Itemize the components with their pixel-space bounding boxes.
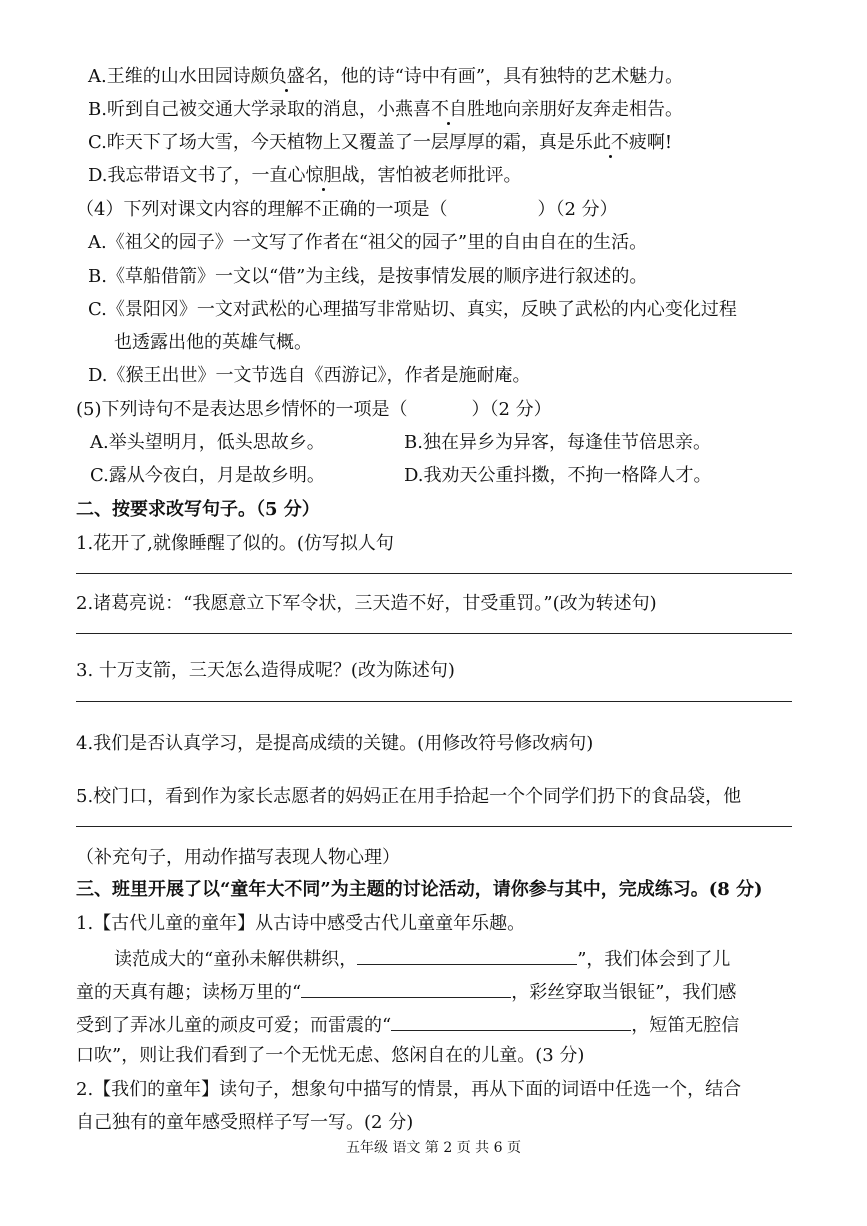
q1-5-option-c: C.露从今夜白，月是故乡明。	[90, 465, 325, 486]
q1-5-option-b: B.独在异乡为异客，每逢佳节倍思亲。	[404, 432, 711, 453]
line3-text-a: 受到了弄冰儿童的顽皮可爱；而雷震的“	[76, 1015, 392, 1036]
q1-5-option-d: D.我劝天公重抖擞，不拘一格降人才。	[404, 465, 712, 486]
sec3-part1-heading: 1.【古代儿童的童年】从古诗中感受古代儿童童年乐趣。	[76, 913, 526, 934]
option-a-text-post: ，他的诗“诗中有画”，具有独特的艺术魅力。	[322, 66, 684, 87]
q1-4-stem	[76, 197, 618, 223]
page-footer: 五年级 语文 第 2 页 共 6 页	[346, 1140, 521, 1156]
sec3-part1-line4: 口吹”，则让我们看到了一个无忧无虑、悠闲自在的儿童。(3 分)	[76, 1045, 585, 1066]
option-a-dotted-word: 颇负盛名	[250, 66, 323, 87]
section-2-title: 二、按要求改写句子。（5 分）	[76, 499, 320, 520]
sec2-question-1: 1.花开了,就像睡醒了似的。(仿写拟人句	[76, 533, 394, 554]
line3-text-b: ，短笛无腔信	[631, 1015, 740, 1036]
q1-5-stem	[76, 397, 552, 423]
option-b-text-post: 地向亲朋好友奔走相告。	[484, 99, 683, 120]
q1-4-option-d: D.《猴王出世》一文节选自《西游记》，作者是施耐庵。	[88, 365, 531, 386]
sec2-question-3: 3. 十万支箭，三天怎么造得成呢？(改为陈述句)	[76, 660, 455, 681]
line1-text-a: 读范成大的“童孙未解供耕织，	[114, 949, 358, 970]
sec3-part1-line2	[76, 977, 736, 1006]
q1-3-option-a	[88, 64, 683, 90]
q1-4-stem-post: ）（2 分）	[537, 199, 618, 220]
q1-4-stem-pre: （4）下列对课文内容的理解不正确的一项是（	[76, 199, 448, 220]
section-3-title: 三、班里开展了以“童年大不同”为主题的讨论活动，请你参与其中，完成练习。(8 分)	[76, 879, 763, 900]
q1-4-option-b: B.《草船借箭》一文以“借”为主线，是按事情发展的顺序进行叙述的。	[88, 266, 648, 287]
option-d-dotted-word: 心惊胆战	[287, 165, 360, 186]
option-c-text-post: 啊!	[646, 132, 673, 153]
answer-line-1[interactable]	[76, 573, 792, 574]
answer-line-3[interactable]	[76, 701, 792, 702]
option-b-dotted-word: 喜不自胜	[412, 99, 485, 120]
fill-blank-2[interactable]	[301, 977, 511, 998]
q1-4-option-c-line1: C.《景阳冈》一文对武松的心理描写非常贴切、真实，反映了武松的内心变化过程	[88, 299, 737, 320]
q1-5-stem-pre: (5)下列诗句不是表达思乡情怀的一项是（	[76, 399, 408, 420]
fill-blank-1[interactable]	[357, 944, 577, 965]
option-b-text-pre: B.听到自己被交通大学录取的消息，小燕	[88, 99, 413, 120]
answer-line-5[interactable]	[76, 826, 792, 827]
line1-text-b: ”，我们体会到了儿	[577, 949, 731, 970]
option-c-dotted-word: 乐此不疲	[574, 132, 647, 153]
sec2-question-4: 4.我们是否认真学习，是提高成绩的关键。(用修改符号修改病句)	[76, 733, 594, 754]
sec3-part2-line1: 2.【我们的童年】读句子，想象句中描写的情景，再从下面的词语中任选一个，结合	[76, 1079, 742, 1100]
sec3-part1-line1	[114, 944, 730, 973]
sec2-question-2: 2.诸葛亮说：“我愿意立下军令状，三天造不好，甘受重罚。”(改为转述句)	[76, 593, 657, 614]
line2-text-b: ，彩丝穿取当银钲”，我们感	[511, 982, 737, 1003]
sec3-part2-line2: 自己独有的童年感受照样子写一写。(2 分)	[76, 1112, 414, 1133]
q1-4-option-a: A.《祖父的园子》一文写了作者在“祖父的园子”里的自由自在的生活。	[88, 232, 648, 253]
answer-line-2[interactable]	[76, 633, 792, 634]
q1-4-option-c-line2: 也透露出他的英雄气概。	[114, 332, 312, 353]
line2-text-a: 童的天真有趣；读杨万里的“	[76, 982, 302, 1003]
sec2-question-5: 5.校门口，看到作为家长志愿者的妈妈正在用手拾起一个个同学们扔下的食品袋，他	[76, 786, 742, 807]
fill-blank-3[interactable]	[391, 1010, 631, 1031]
q1-5-stem-post: ）（2 分）	[471, 399, 552, 420]
sec3-part1-line3	[76, 1010, 739, 1039]
q1-3-option-d	[88, 163, 522, 189]
q1-5-option-a: A.举头望明月，低头思故乡。	[90, 432, 325, 453]
sec2-question-5-note: （补充句子，用动作描写表现人物心理）	[76, 847, 400, 868]
option-a-text-pre: A.王维的山水田园诗	[88, 66, 251, 87]
option-d-text-post: ，害怕被老师批评。	[359, 165, 522, 186]
option-c-text-pre: C.昨天下了场大雪，今天植物上又覆盖了一层厚厚的霜，真是	[88, 132, 575, 153]
option-d-text-pre: D.我忘带语文书了，一直	[88, 165, 288, 186]
q1-3-option-c	[88, 130, 672, 156]
q1-3-option-b	[88, 97, 683, 123]
